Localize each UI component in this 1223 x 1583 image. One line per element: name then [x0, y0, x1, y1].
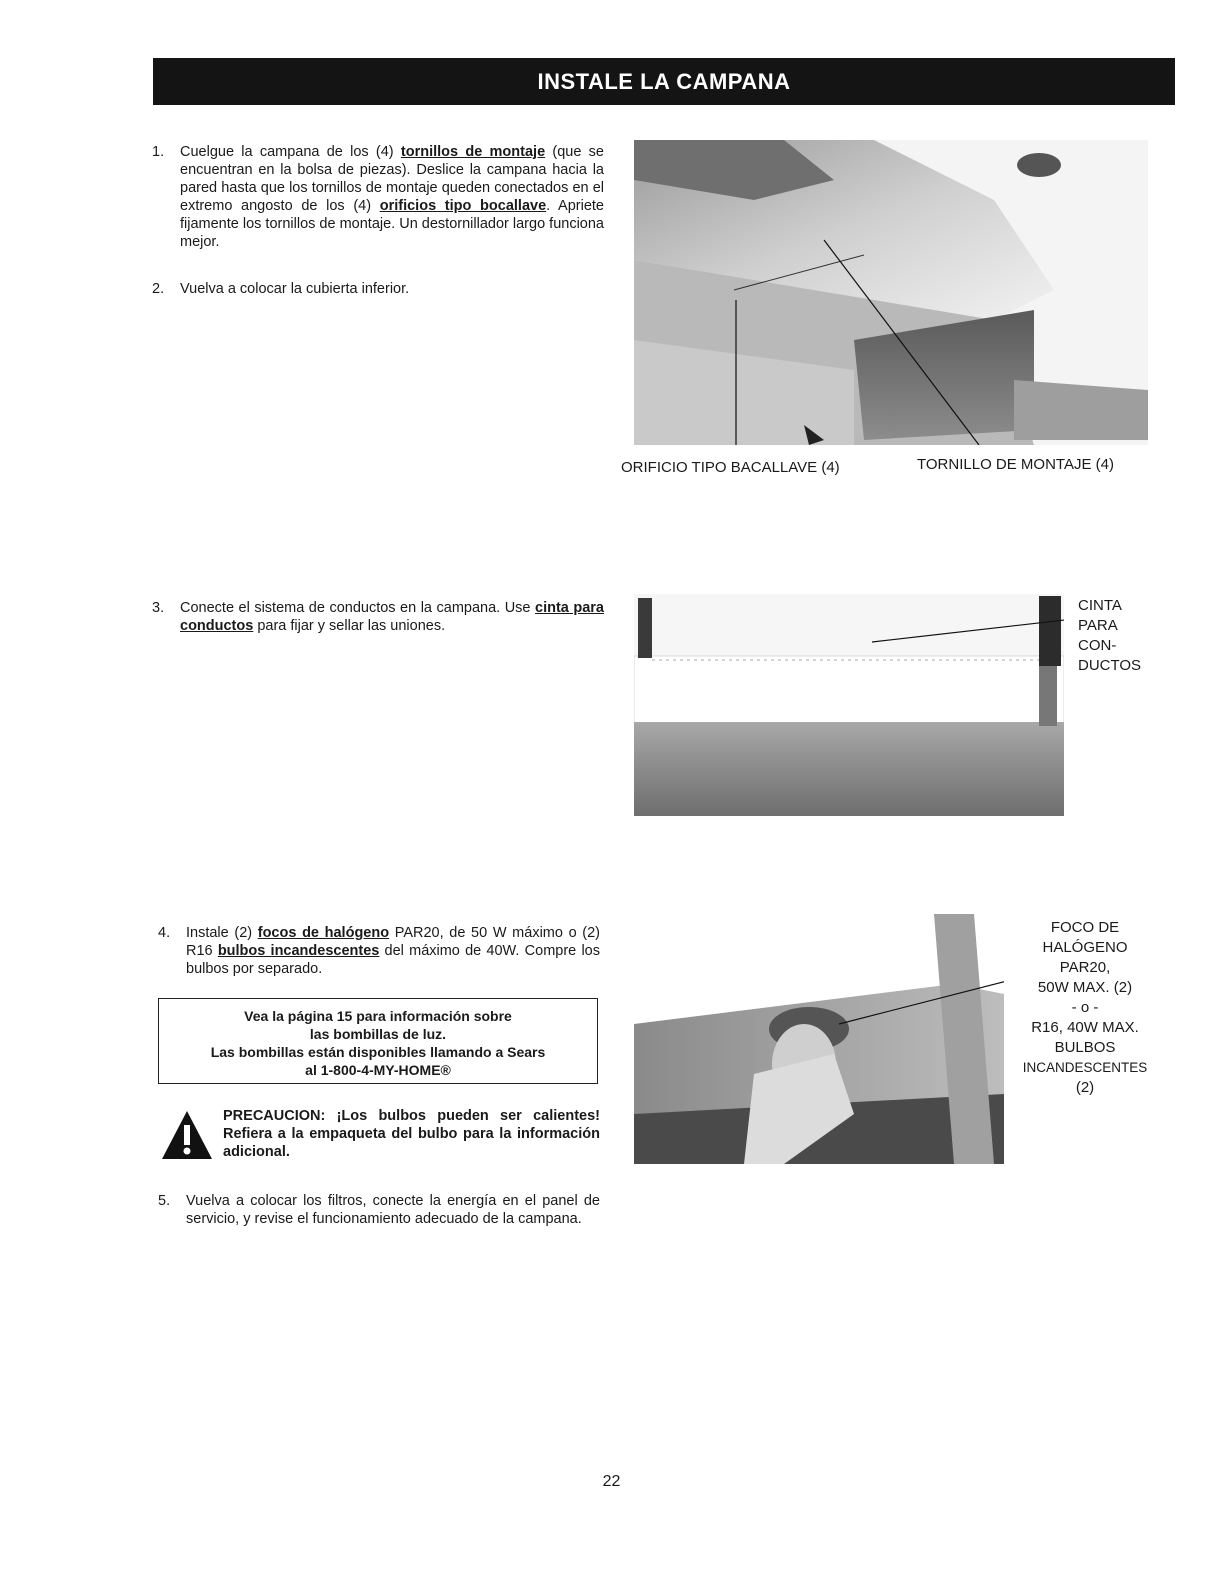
- note-line: Vea la página 15 para información sobre: [244, 1008, 512, 1024]
- step-number: 2.: [152, 281, 165, 297]
- note-line: al 1-800-4-MY-HOME®: [305, 1062, 451, 1078]
- section-header: [153, 58, 1175, 105]
- photo-hood-mounting: [634, 140, 1148, 445]
- term-incandescent-bulbs: bulbos incandescentes: [217, 943, 380, 959]
- step-3: [152, 599, 604, 635]
- bulb-info-box: [158, 998, 598, 1084]
- photo-bulb-install: [634, 914, 1004, 1164]
- warning-icon: [160, 1109, 214, 1161]
- term-halogen-bulbs: focos de halógeno: [257, 925, 390, 941]
- caution-notice: [160, 1107, 600, 1177]
- step-text: Vuelva a colocar los filtros, conecte la energía en el panel de servicio, y revise el funcionamiento adecuado de la campana.: [186, 1193, 600, 1227]
- label-halogen-bulb: FOCO DE HALÓGENO PAR20, 50W MAX. (2) - o - R16, 40W MAX. BULBOS INCANDESCENTES (2): [1022, 919, 1148, 1096]
- step-2: [152, 280, 604, 298]
- page-number: 22: [602, 1473, 621, 1490]
- step-4: [158, 924, 600, 978]
- label-keyhole-slot: ORIFICIO TIPO BACALLAVE (4): [621, 459, 840, 476]
- step-text: Instale (2) focos de halógeno PAR20, de 50 W máximo o (2) R16 bulbos incandescentes del máximo de 40W. Compre los bulbos por separado.: [186, 925, 601, 977]
- step-text: Cuelgue la campana de los (4) tornillos de montaje (que se encuentran en la bolsa de piezas). Deslice la campana hacia la pared hasta que los tornillos de montaje queden conectados en el extremo angosto de los (4) orificios tipo bocallave. Apriete fijamente los tornillos de montaje. Un destornillador largo funciona mejor.: [180, 144, 605, 250]
- step-text: Vuelva a colocar la cubierta inferior.: [180, 281, 410, 297]
- photo-duct-tape: [634, 594, 1064, 816]
- note-line: las bombillas de luz.: [309, 1026, 447, 1042]
- label-duct-tape: CINTA PARA CON- DUCTOS: [1078, 597, 1142, 674]
- step-number: 3.: [152, 600, 165, 616]
- step-5: [158, 1192, 600, 1228]
- step-1: [152, 143, 604, 251]
- section-title: INSTALE LA CAMPANA: [537, 68, 791, 94]
- term-mounting-screws: tornillos de montaje: [400, 144, 546, 160]
- term-keyhole-slots: orificios tipo bocallave: [379, 198, 547, 214]
- note-line: Las bombillas están disponibles llamando a Sears: [210, 1044, 546, 1060]
- step-text: Conecte el sistema de conductos en la campana. Use cinta para conductos para fijar y sellar las uniones.: [180, 600, 604, 634]
- step-number: 5.: [158, 1193, 171, 1209]
- label-mounting-screw: TORNILLO DE MONTAJE (4): [917, 456, 1114, 473]
- step-number: 4.: [158, 925, 171, 941]
- step-number: 1.: [152, 144, 165, 160]
- term-duct-tape: cinta para conductos: [180, 600, 604, 634]
- caution-text: PRECAUCION: ¡Los bulbos pueden ser calientes! Refiera a la empaqueta del bulbo para la información adicional.: [223, 1108, 600, 1160]
